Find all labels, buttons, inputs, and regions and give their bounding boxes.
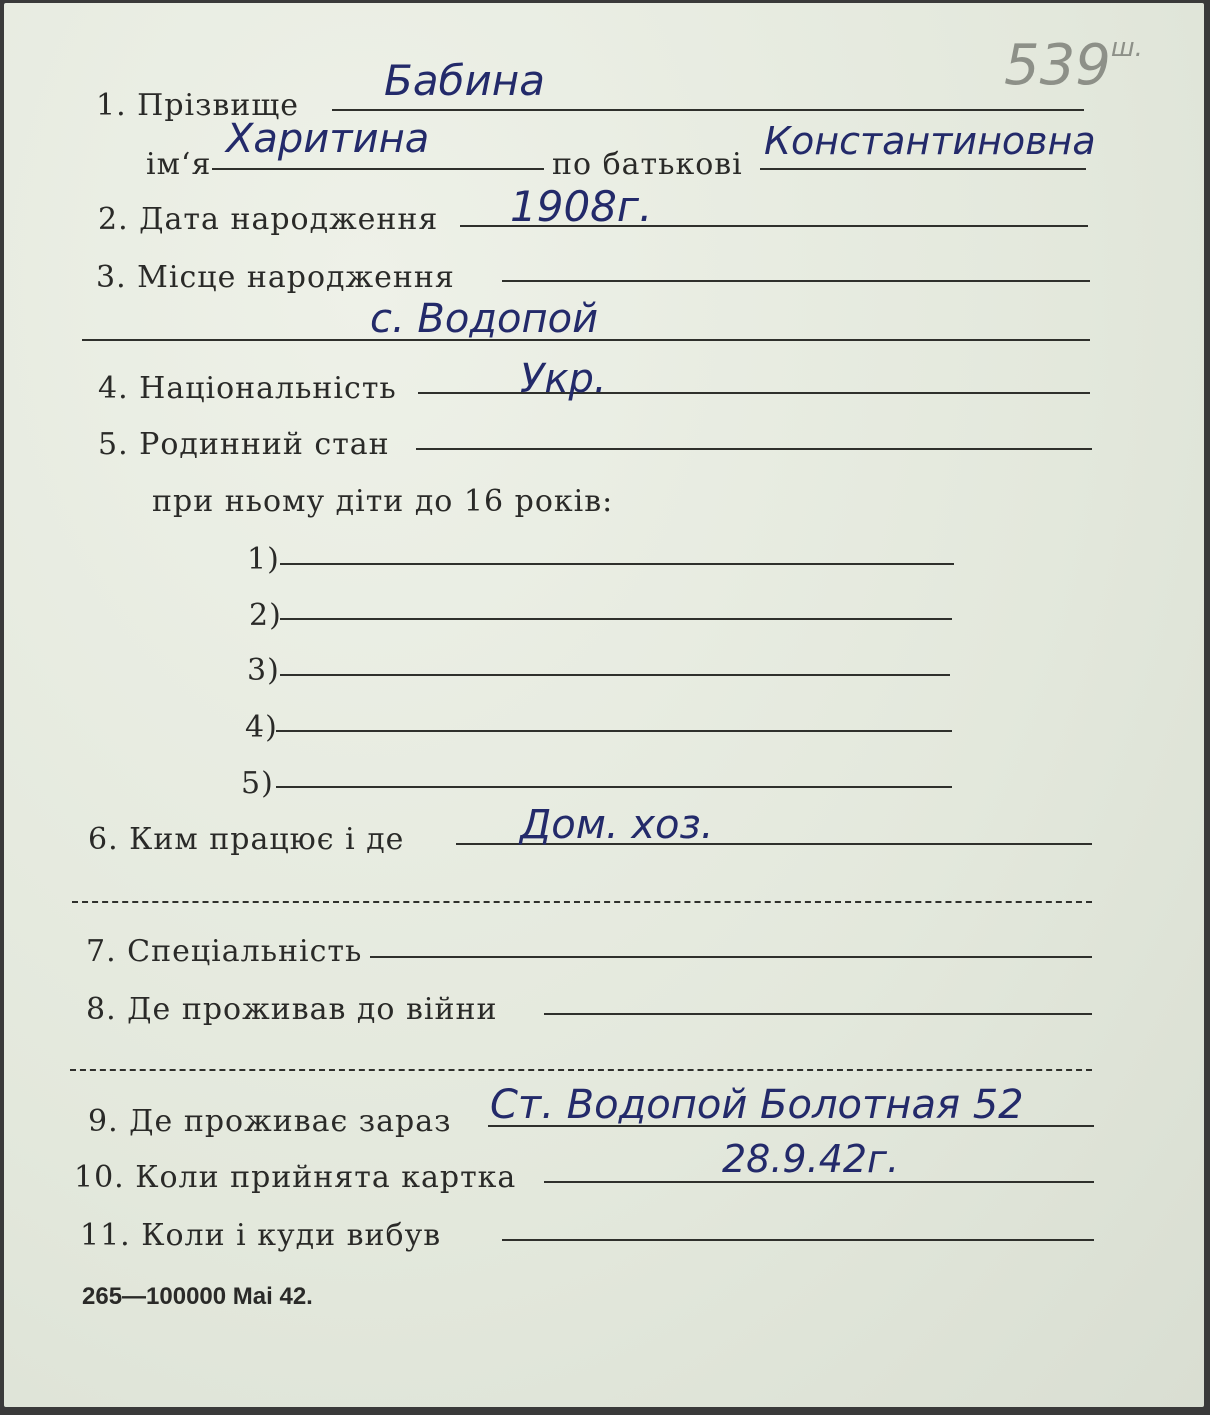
birth-place-label: 3. Місце народження (96, 260, 455, 295)
occupation-line-2 (72, 901, 1092, 903)
birth-place-line (502, 280, 1090, 282)
archive-number (1004, 33, 1143, 98)
first-name-line (212, 168, 544, 170)
patronymic-value: Константиновна (764, 119, 1096, 163)
birth-date-label: 2. Дата народження (98, 202, 439, 237)
current-residence-value: Ст. Водопой Болотная 52 (490, 1082, 1024, 1128)
specialty-label: 7. Спеціальність (86, 934, 363, 969)
occupation-value: Дом. хоз. (520, 802, 714, 848)
family-status-label: 5. Родинний стан (98, 427, 390, 462)
card-accepted-value: 28.9.42г. (722, 1137, 900, 1181)
children-label: при ньому діти до 16 років: (152, 484, 614, 519)
child-2-label: 2) (249, 598, 282, 633)
child-5-label: 5) (241, 766, 274, 801)
child-3-line (280, 674, 950, 676)
child-2-line (280, 618, 952, 620)
child-4-label: 4) (245, 710, 278, 745)
registration-card (4, 3, 1204, 1407)
first-name-label: ім‘я (146, 147, 212, 182)
departure-label: 11. Коли і куди вибув (80, 1218, 442, 1253)
child-4-line (276, 730, 952, 732)
archive-number-suffix: ш. (1110, 33, 1143, 63)
patronymic-line (760, 168, 1086, 170)
child-1-line (280, 563, 954, 565)
patronymic-label: по батькові (552, 147, 743, 182)
specialty-line (370, 956, 1092, 958)
archive-number-value: 539 (1004, 33, 1111, 98)
occupation-label: 6. Ким працює і де (88, 822, 405, 857)
card-accepted-label: 10. Коли прийнята картка (74, 1160, 517, 1195)
nationality-value: Укр. (520, 356, 607, 402)
departure-line (502, 1239, 1094, 1241)
prewar-residence-line (544, 1013, 1092, 1015)
child-3-label: 3) (247, 653, 280, 688)
child-1-label: 1) (247, 542, 280, 577)
nationality-line (418, 392, 1090, 394)
birth-place-value: с. Водопой (370, 296, 599, 342)
surname-label: 1. Прізвище (96, 88, 300, 123)
birth-date-value: 1908г. (510, 182, 653, 231)
print-code: 265—100000 Mai 42. (82, 1283, 313, 1310)
child-5-line (276, 786, 952, 788)
first-name-value: Харитина (226, 116, 430, 162)
nationality-label: 4. Національність (98, 371, 397, 406)
family-status-line (416, 448, 1092, 450)
prewar-residence-label: 8. Де проживав до війни (86, 992, 498, 1027)
surname-value: Бабина (384, 56, 545, 105)
card-accepted-line (544, 1181, 1094, 1183)
surname-line (332, 109, 1084, 111)
current-residence-label: 9. Де проживає зараз (88, 1104, 452, 1139)
prewar-residence-line-2 (70, 1069, 1092, 1071)
